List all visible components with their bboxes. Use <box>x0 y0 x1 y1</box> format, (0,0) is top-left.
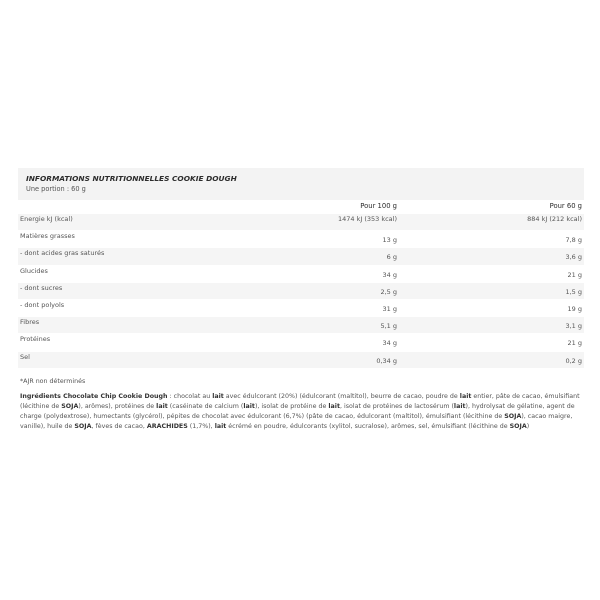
row-value-100g: 6 g <box>386 253 397 262</box>
allergen-text: lait <box>459 392 472 400</box>
ingredient-text: (caséinate de calcium ( <box>167 402 244 410</box>
table-row <box>18 266 584 283</box>
row-value-60g: 7,8 g <box>565 236 582 245</box>
row-label: Sel <box>20 352 30 361</box>
ingredients-heading: Ingrédients Chocolate Chip Cookie Dough <box>20 392 168 400</box>
row-value-60g: 21 g <box>567 339 582 348</box>
nutrition-title: INFORMATIONS NUTRITIONNELLES COOKIE DOUGH <box>26 174 237 183</box>
column-headers <box>18 200 584 214</box>
ingredient-text: ), cacao maigre, vanille), huile de <box>20 412 573 430</box>
column-per-60g: Pour 60 g <box>549 202 582 210</box>
nutrition-table <box>18 214 584 369</box>
allergen-text: SOJA <box>509 422 527 430</box>
nutrition-panel <box>18 168 584 432</box>
ingredient-text: , isolat de protéines de lactosérum ( <box>339 402 454 410</box>
row-label: - dont polyols <box>20 300 65 309</box>
allergen-text: SOJA <box>61 402 79 410</box>
allergen-text: lait <box>156 402 168 410</box>
table-row <box>18 300 584 317</box>
row-value-100g: 34 g <box>382 270 397 279</box>
row-value-100g: 1474 kJ (353 kcal) <box>337 215 397 223</box>
ingredient-text: ), arômes), protéines de <box>78 402 157 410</box>
allergen-text: lait <box>328 402 340 410</box>
allergen-text: lait <box>212 392 224 400</box>
ingredient-text: : chocolat au <box>167 392 213 400</box>
row-label: Matières grasses <box>20 232 75 241</box>
table-row <box>18 317 584 334</box>
allergen-text: ARACHIDES <box>146 422 188 430</box>
ingredient-text: entier, pâte de cacao, émulsifiant (lécithine de <box>20 392 580 410</box>
row-value-100g: 31 g <box>382 304 397 313</box>
row-value-100g: 5,1 g <box>380 322 397 331</box>
footnote: *AJR non déterminés <box>20 377 86 385</box>
table-row <box>18 283 584 300</box>
column-per-100g: Pour 100 g <box>360 202 397 210</box>
ingredient-text: (1,7%), <box>187 422 215 430</box>
row-value-60g: 21 g <box>567 270 582 279</box>
table-row <box>18 352 584 369</box>
row-value-100g: 34 g <box>382 339 397 348</box>
row-label: - dont sucres <box>20 283 63 292</box>
portion-size: Une portion : 60 g <box>26 185 86 193</box>
row-value-100g: 0,34 g <box>376 356 397 365</box>
row-value-60g: 3,6 g <box>565 253 582 262</box>
row-label: Energie kJ (kcal) <box>20 215 73 223</box>
ingredient-text: avec édulcorant (20%) (édulcorant (maltitol), beurre de cacao, poudre de <box>223 392 460 400</box>
table-row <box>18 248 584 265</box>
allergen-text: SOJA <box>504 412 522 420</box>
row-value-100g: 2,5 g <box>380 287 397 296</box>
row-value-60g: 0,2 g <box>565 356 582 365</box>
row-label: Protéines <box>20 335 51 344</box>
row-value-60g: 3,1 g <box>565 322 582 331</box>
row-value-60g: 884 kJ (212 kcal) <box>527 215 582 223</box>
row-value-60g: 19 g <box>567 304 582 313</box>
ingredients-text <box>18 392 582 432</box>
allergen-text: lait <box>243 402 255 410</box>
row-label: Glucides <box>20 266 48 275</box>
ingredient-text: écrémé en poudre, édulcorants (xylitol, sucralose), arômes, sel, émulsifiant (lécithine de <box>226 422 510 430</box>
table-row <box>18 214 584 231</box>
row-label: - dont acides gras saturés <box>20 249 105 258</box>
allergen-text: SOJA <box>74 422 92 430</box>
row-value-60g: 1,5 g <box>565 287 582 296</box>
row-value-100g: 13 g <box>382 236 397 245</box>
ingredient-text: , fèves de cacao, <box>91 422 147 430</box>
table-row <box>18 334 584 351</box>
ingredient-text: ), isolat de protéine de <box>254 402 329 410</box>
allergen-text: lait <box>453 402 466 410</box>
ingredient-text: ), hydrolysat de gélatine, agent de charge (polydextrose), humectants (glycérol), pépites de chocolat avec édulcorant (6,7%) (pâte de cacao, édulcorant (maltitol), émulsifiant (lécithine de <box>20 402 575 420</box>
row-label: Fibres <box>20 318 40 327</box>
allergen-text: lait <box>214 422 227 430</box>
table-row <box>18 231 584 248</box>
nutrition-header <box>18 168 584 200</box>
ingredient-text: ) <box>526 422 530 430</box>
